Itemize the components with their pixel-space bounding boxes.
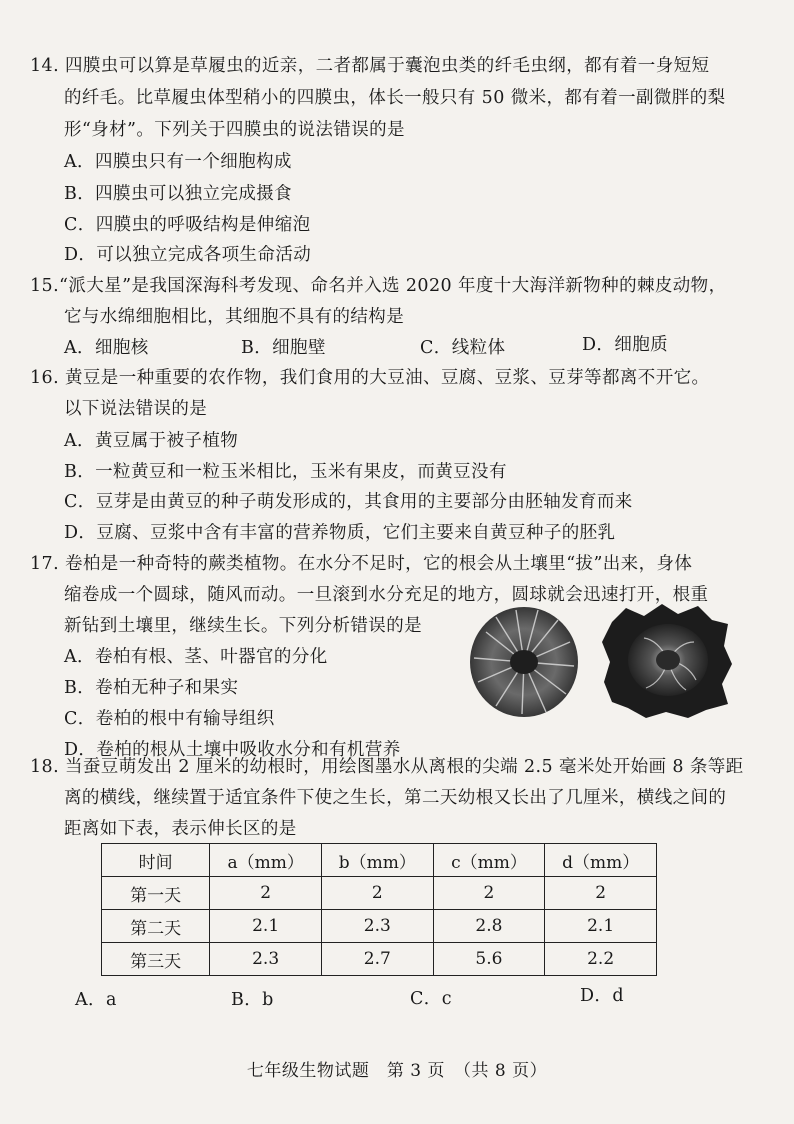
open-selaginella-image bbox=[602, 604, 732, 718]
q17-stem-line-1: 17. 卷柏是一种奇特的蕨类植物。在水分不足时，它的根会从土壤里“拔”出来，身体 bbox=[30, 554, 693, 574]
table-cell: 2.1 bbox=[210, 910, 322, 943]
table-cell: 2 bbox=[433, 877, 545, 910]
q18-stem-line-1: 18. 当蚕豆萌发出 2 厘米的幼根时，用绘图墨水从离根的尖端 2.5 毫米处开始画 8 条等距 bbox=[30, 757, 744, 777]
q17-option-c: C．卷柏的根中有输导组织 bbox=[64, 709, 275, 729]
table-cell: 第二天 bbox=[102, 910, 210, 943]
table-row bbox=[102, 943, 657, 976]
table-cell: 2 bbox=[321, 877, 433, 910]
table-cell: 5.6 bbox=[433, 943, 545, 976]
table-row bbox=[102, 877, 657, 910]
q17-option-b: B．卷柏无种子和果实 bbox=[64, 678, 239, 698]
q14-stem-line-2: 的纤毛。比草履虫体型稍小的四膜虫，体长一般只有 50 微米，都有着一副微胖的梨 bbox=[64, 88, 726, 108]
table-cell: 2.3 bbox=[210, 943, 322, 976]
q16-stem-line-1: 16. 黄豆是一种重要的农作物，我们食用的大豆油、豆腐、豆浆、豆芽等都离不开它。 bbox=[30, 368, 710, 388]
q15-option-c: C．线粒体 bbox=[420, 338, 506, 358]
q18-stem-line-3: 距离如下表，表示伸长区的是 bbox=[64, 819, 297, 839]
table-cell: 2 bbox=[545, 877, 657, 910]
q16-option-a: A．黄豆属于被子植物 bbox=[64, 431, 239, 451]
table-header-cell: c（mm） bbox=[433, 844, 545, 877]
q18-option-d: D．d bbox=[580, 986, 624, 1006]
table-cell: 2.3 bbox=[321, 910, 433, 943]
q15-option-a: A．细胞核 bbox=[64, 338, 149, 358]
table-cell: 第三天 bbox=[102, 943, 210, 976]
q16-stem-line-2: 以下说法错误的是 bbox=[64, 399, 208, 419]
curled-selaginella-image bbox=[470, 607, 578, 717]
q17-option-d: D．卷柏的根从土壤中吸收水分和有机营养 bbox=[64, 740, 401, 760]
q17-stem-line-2: 缩卷成一个圆球，随风而动。一旦滚到水分充足的地方，圆球就会迅速打开，根重 bbox=[64, 585, 709, 605]
table-cell: 2.8 bbox=[433, 910, 545, 943]
table-cell: 2 bbox=[210, 877, 322, 910]
q15-stem-line-1: 15.“派大星”是我国深海科考发现、命名并入选 2020 年度十大海洋新物种的棘皮动物， bbox=[30, 276, 727, 296]
q16-option-c: C．豆芽是由黄豆的种子萌发形成的，其食用的主要部分由胚轴发育而来 bbox=[64, 492, 633, 512]
table-header-cell: b（mm） bbox=[321, 844, 433, 877]
q15-option-b: B．细胞壁 bbox=[241, 338, 326, 358]
selaginella-photos bbox=[466, 602, 734, 720]
table-header-cell: d（mm） bbox=[545, 844, 657, 877]
q16-option-b: B．一粒黄豆和一粒玉米相比，玉米有果皮，而黄豆没有 bbox=[64, 462, 507, 482]
q14-option-a: A．四膜虫只有一个细胞构成 bbox=[64, 152, 292, 172]
q15-stem-line-2: 它与水绵细胞相比，其细胞不具有的结构是 bbox=[64, 307, 405, 327]
table-header-row bbox=[102, 844, 657, 877]
root-growth-table bbox=[101, 843, 657, 976]
table-cell: 2.2 bbox=[545, 943, 657, 976]
table-cell: 第一天 bbox=[102, 877, 210, 910]
q14-option-c: C．四膜虫的呼吸结构是伸缩泡 bbox=[64, 215, 311, 235]
q14-stem-line-3: 形“身材”。下列关于四膜虫的说法错误的是 bbox=[64, 120, 405, 140]
q18-stem-line-2: 离的横线，继续置于适宜条件下使之生长，第二天幼根又长出了几厘米，横线之间的 bbox=[64, 788, 727, 808]
q17-stem-line-3: 新钻到土壤里，继续生长。下列分析错误的是 bbox=[64, 616, 422, 636]
q17-option-a: A．卷柏有根、茎、叶器官的分化 bbox=[64, 647, 328, 667]
table-header-cell: a（mm） bbox=[210, 844, 322, 877]
q14-option-d: D．可以独立完成各项生命活动 bbox=[64, 245, 312, 265]
q18-option-b: B．b bbox=[231, 990, 274, 1010]
q15-option-d: D．细胞质 bbox=[582, 335, 669, 355]
q14-stem-line-1: 14. 四膜虫可以算是草履虫的近亲，二者都属于囊泡虫类的纤毛虫纲，都有着一身短短 bbox=[30, 56, 710, 76]
table-cell: 2.7 bbox=[321, 943, 433, 976]
q16-option-d: D．豆腐、豆浆中含有丰富的营养物质，它们主要来自黄豆种子的胚乳 bbox=[64, 523, 616, 543]
table-cell: 2.1 bbox=[545, 910, 657, 943]
q18-option-a: A．a bbox=[75, 990, 117, 1010]
q18-option-c: C．c bbox=[410, 989, 452, 1009]
q14-option-b: B．四膜虫可以独立完成摄食 bbox=[64, 184, 293, 204]
page-footer: 七年级生物试题 第 3 页 （共 8 页） bbox=[246, 1061, 548, 1081]
table-row bbox=[102, 910, 657, 943]
table-header-cell: 时间 bbox=[102, 844, 210, 877]
